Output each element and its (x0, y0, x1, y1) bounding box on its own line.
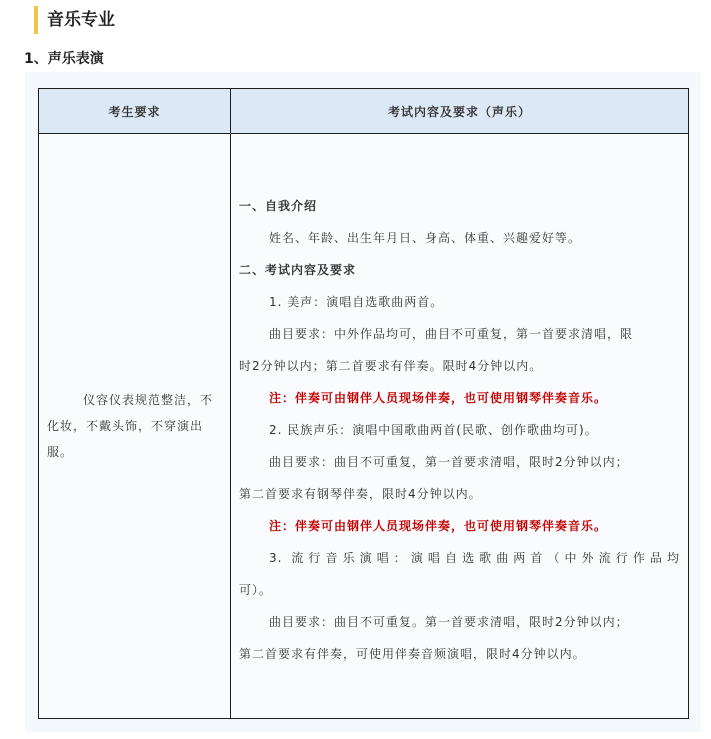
bel-canto-requirement-line2: 时2分钟以内；第二首要求有伴奏。限时4分钟以内。 (239, 359, 543, 373)
header-exam-content: 考试内容及要求（声乐） (231, 89, 689, 134)
folk-vocal-requirement-line2: 第二首要求有钢琴伴奏，限时4分钟以内。 (239, 487, 482, 501)
pop-vocal-title-line1: 3. 流行音乐演唱：演唱自选歌曲两首（中外流行作品均 (269, 551, 680, 565)
bel-canto-note: 注：伴奏可由钢伴人员现场伴奏，也可使用钢琴伴奏音乐。 (269, 391, 608, 405)
self-intro-text: 姓名、年龄、出生年月日、身高、体重、兴趣爱好等。 (269, 231, 582, 245)
exam-content-heading: 二、考试内容及要求 (239, 263, 357, 277)
section-title: 音乐专业 (34, 6, 115, 34)
exam-content-cell (231, 134, 689, 719)
pop-vocal-requirement-line2: 第二首要求有伴奏，可使用伴奏音频演唱，限时4分钟以内。 (239, 647, 586, 661)
folk-vocal-requirement-line1: 曲目要求：曲目不可重复，第一首要求清唱，限时2分钟以内； (269, 455, 629, 469)
table-header-row (39, 89, 689, 134)
bel-canto-title: 1. 美声：演唱自选歌曲两首。 (269, 295, 444, 309)
exam-requirements-table (38, 88, 689, 719)
candidate-requirements-text: 仪容仪表规范整洁，不化妆，不戴头饰，不穿演出服。 (47, 393, 214, 459)
header-candidate-requirements: 考生要求 (39, 89, 231, 134)
subsection-title: 1、声乐表演 (24, 51, 104, 67)
pop-vocal-title-line2: 可）。 (239, 583, 273, 597)
candidate-requirements-cell (39, 134, 231, 719)
pop-vocal-requirement-line1: 曲目要求：曲目不可重复。第一首要求清唱，限时2分钟以内； (269, 615, 629, 629)
self-intro-heading: 一、自我介绍 (239, 199, 318, 213)
folk-vocal-note: 注：伴奏可由钢伴人员现场伴奏，也可使用钢琴伴奏音乐。 (269, 519, 608, 533)
table-row (39, 134, 689, 719)
bel-canto-requirement-line1: 曲目要求：中外作品均可，曲目不可重复，第一首要求清唱，限 (269, 327, 634, 341)
folk-vocal-title: 2. 民族声乐：演唱中国歌曲两首(民歌、创作歌曲均可)。 (269, 423, 598, 437)
